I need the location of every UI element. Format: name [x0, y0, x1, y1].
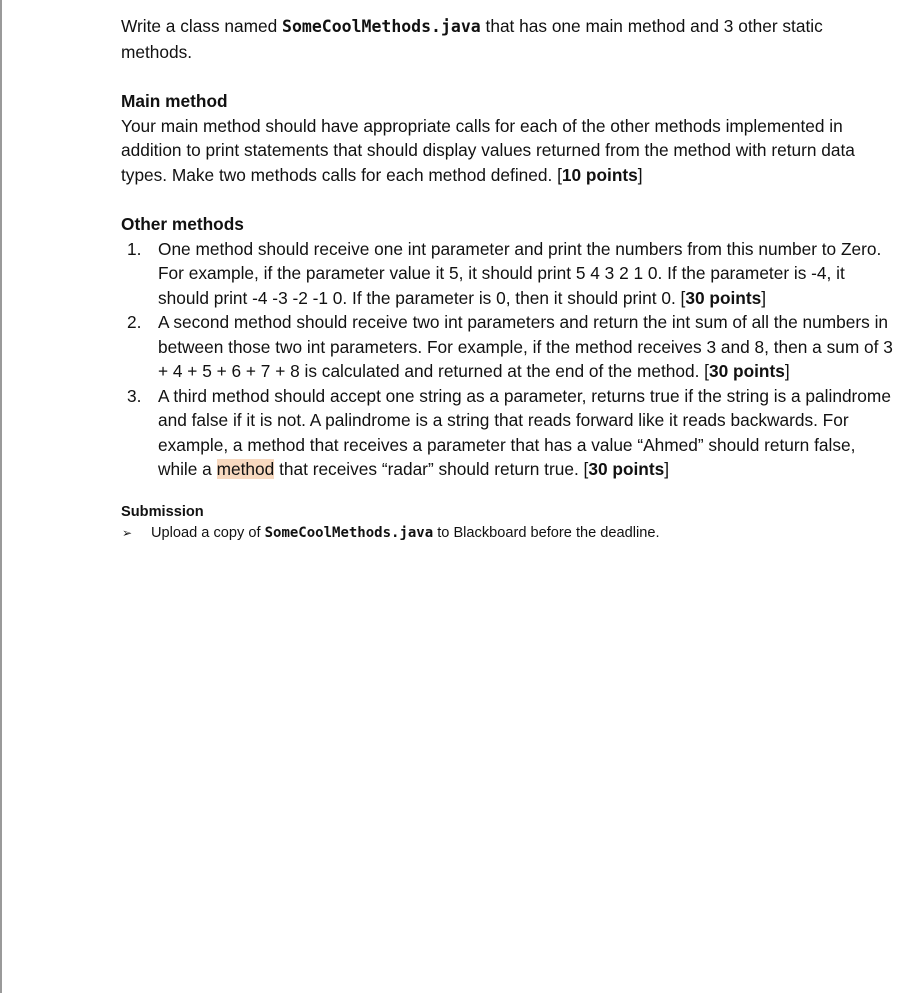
list-item-points: 30 points [588, 459, 665, 479]
list-item-points: 30 points [685, 287, 762, 308]
submission-heading: Submission [121, 503, 204, 520]
intro-text-before: Write a class named [121, 16, 283, 36]
list-item [121, 384, 896, 482]
submission-class-name: SomeCoolMethods.java [264, 524, 434, 541]
intro-text-after: that has one main method and 3 other static methods. [121, 16, 823, 62]
other-methods-list [121, 237, 896, 482]
other-methods-heading: Other methods [121, 214, 244, 234]
list-item-text-after: that receives “radar” should return true. [ [274, 459, 589, 479]
main-method-section [121, 89, 896, 187]
list-item [121, 237, 896, 311]
submission-item [121, 523, 896, 544]
assignment-document [121, 14, 896, 544]
submission-text-after: to Blackboard before the deadline. [433, 524, 660, 541]
intro-paragraph [121, 14, 896, 64]
main-method-points: 10 points [561, 164, 638, 185]
other-methods-section [121, 212, 896, 482]
intro-class-name: SomeCoolMethods.java [282, 17, 481, 36]
list-item [121, 310, 896, 384]
list-item-text: One method should receive one int parameter and print the numbers from this number to Zero. For example, if the parameter value it 5, it should print 5 4 3 2 1 0. If the parameter is -4, it should print -4 -3 -2 -1 0. If the parameter is 0, then it should print 0. [ [158, 238, 882, 308]
list-item-number: 2. [127, 312, 142, 332]
list-item-close: ] [784, 361, 790, 381]
main-method-close: ] [637, 164, 643, 185]
submission-text-before: Upload a copy of [151, 524, 265, 541]
list-item-close: ] [664, 459, 670, 479]
main-method-heading: Main method [121, 91, 228, 111]
list-item-number: 1. [127, 238, 142, 259]
list-item-points: 30 points [708, 361, 785, 381]
list-item-text: A second method should receive two int parameters and return the int sum of all the numbers in between those two int parameters. For example, if the method receives 3 and 8, then a sum of 3 + 4 + 5 + 6 + 7 + 8 is calculated and returned at the end of the method. [ [158, 312, 893, 381]
list-item-text-before: A third method should accept one string as a parameter, returns true if the string is a palindrome and false if it is not. A palindrome is a string that reads forward like it reads backwards. For example, a method that receives a parameter that has a value “Ahmed” should return false, while a [158, 385, 891, 479]
submission-section [121, 502, 896, 544]
page-left-border [0, 0, 2, 993]
highlighted-word: method [216, 459, 275, 479]
list-item-number: 3. [127, 385, 142, 406]
list-item-close: ] [761, 287, 767, 308]
arrow-bullet-icon: ➢ [122, 525, 133, 540]
main-method-text: Your main method should have appropriate calls for each of the other methods implemented in addition to print statements that should display values returned from the method with return data types. Make two methods calls for each method defined. [ [121, 115, 855, 185]
main-method-body [121, 114, 896, 188]
